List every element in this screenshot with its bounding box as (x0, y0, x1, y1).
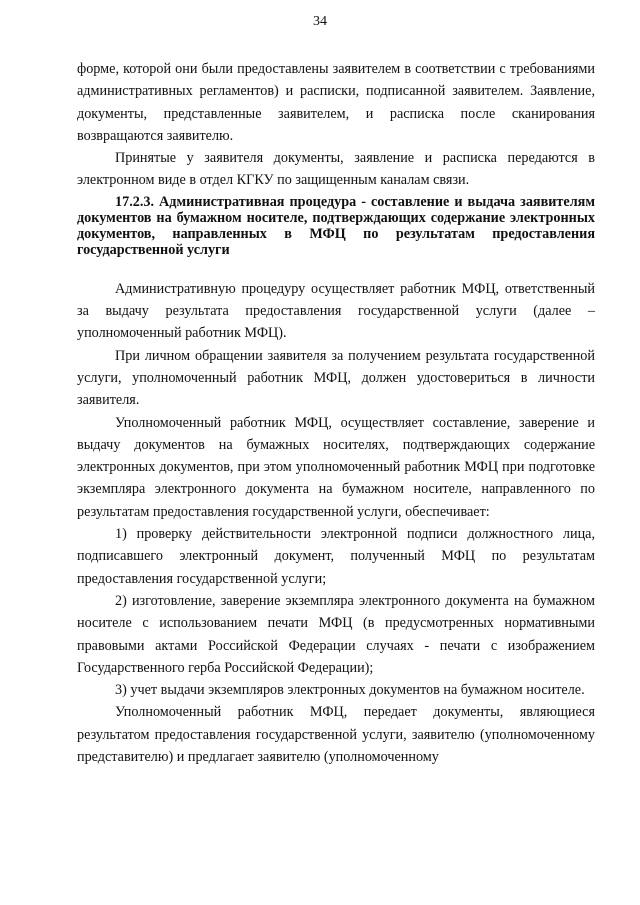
paragraph-continuation: форме, которой они были предоставлены заявителем в соответствии с требованиями административных регламентов) и расписки, подписанной заявителем. Заявление, документы, представленные заявителем, и расписка после сканирования возвращаются заявителю. (77, 61, 595, 144)
paragraph-documents-transfer: Принятые у заявителя документы, заявление и расписка передаются в электронном виде в отдел КГКУ по защищенным каналам связи. (77, 150, 595, 189)
section-heading-wrapper (77, 194, 595, 258)
paragraph-procedure-executor: Административную процедуру осуществляет работник МФЦ, ответственный за выдачу результата предоставления государственной услуги (далее – уполномоченный работник МФЦ). (77, 280, 595, 342)
paragraph-handover: Уполномоченный работник МФЦ, передает документы, являющиеся результатом предоставления государственной услуги, заявителю (уполномоченному представителю) и предлагает заявителю (уполномоченному (77, 704, 595, 766)
list-item-2: 2) изготовление, заверение экземпляра электронного документа на бумажном носителе с использованием печати МФЦ (в предусмотренных нормативными правовыми актами Российской Федерации случаях - печати с изображением Государственного герба Российской Федерации); (77, 592, 595, 676)
list-item-3: 3) учет выдачи экземпляров электронных документов на бумажном носителе. (115, 682, 585, 699)
list-item-1: 1) проверку действительности электронной подписи должностного лица, подписавшего электронный документ, полученный МФЦ по результатам предоставления государственной услуги; (77, 526, 595, 587)
section-heading: 17.2.3. Административная процедура - составление и выдача заявителям документов на бумажном носителе, подтверждающих содержание электронных документов, направленных в МФЦ по результатам предоставления государственной услуги (77, 193, 595, 258)
page-number: 34 (313, 14, 327, 29)
document-body (77, 58, 595, 768)
paragraph-identity-check: При личном обращении заявителя за получением результата государственной услуги, уполномоченный работник МФЦ, должен удостовериться в личности заявителя. (77, 347, 595, 409)
paragraph-authorized-worker: Уполномоченный работник МФЦ, осуществляет составление, заверение и выдачу документов на бумажных носителях, подтверждающих содержание электронных документов, при этом уполномоченный работник МФЦ при подготовке экземпляра электронного документа на бумажном носителе, направленного по результатам предоставления государственной услуги, обеспечивает: (77, 414, 595, 520)
